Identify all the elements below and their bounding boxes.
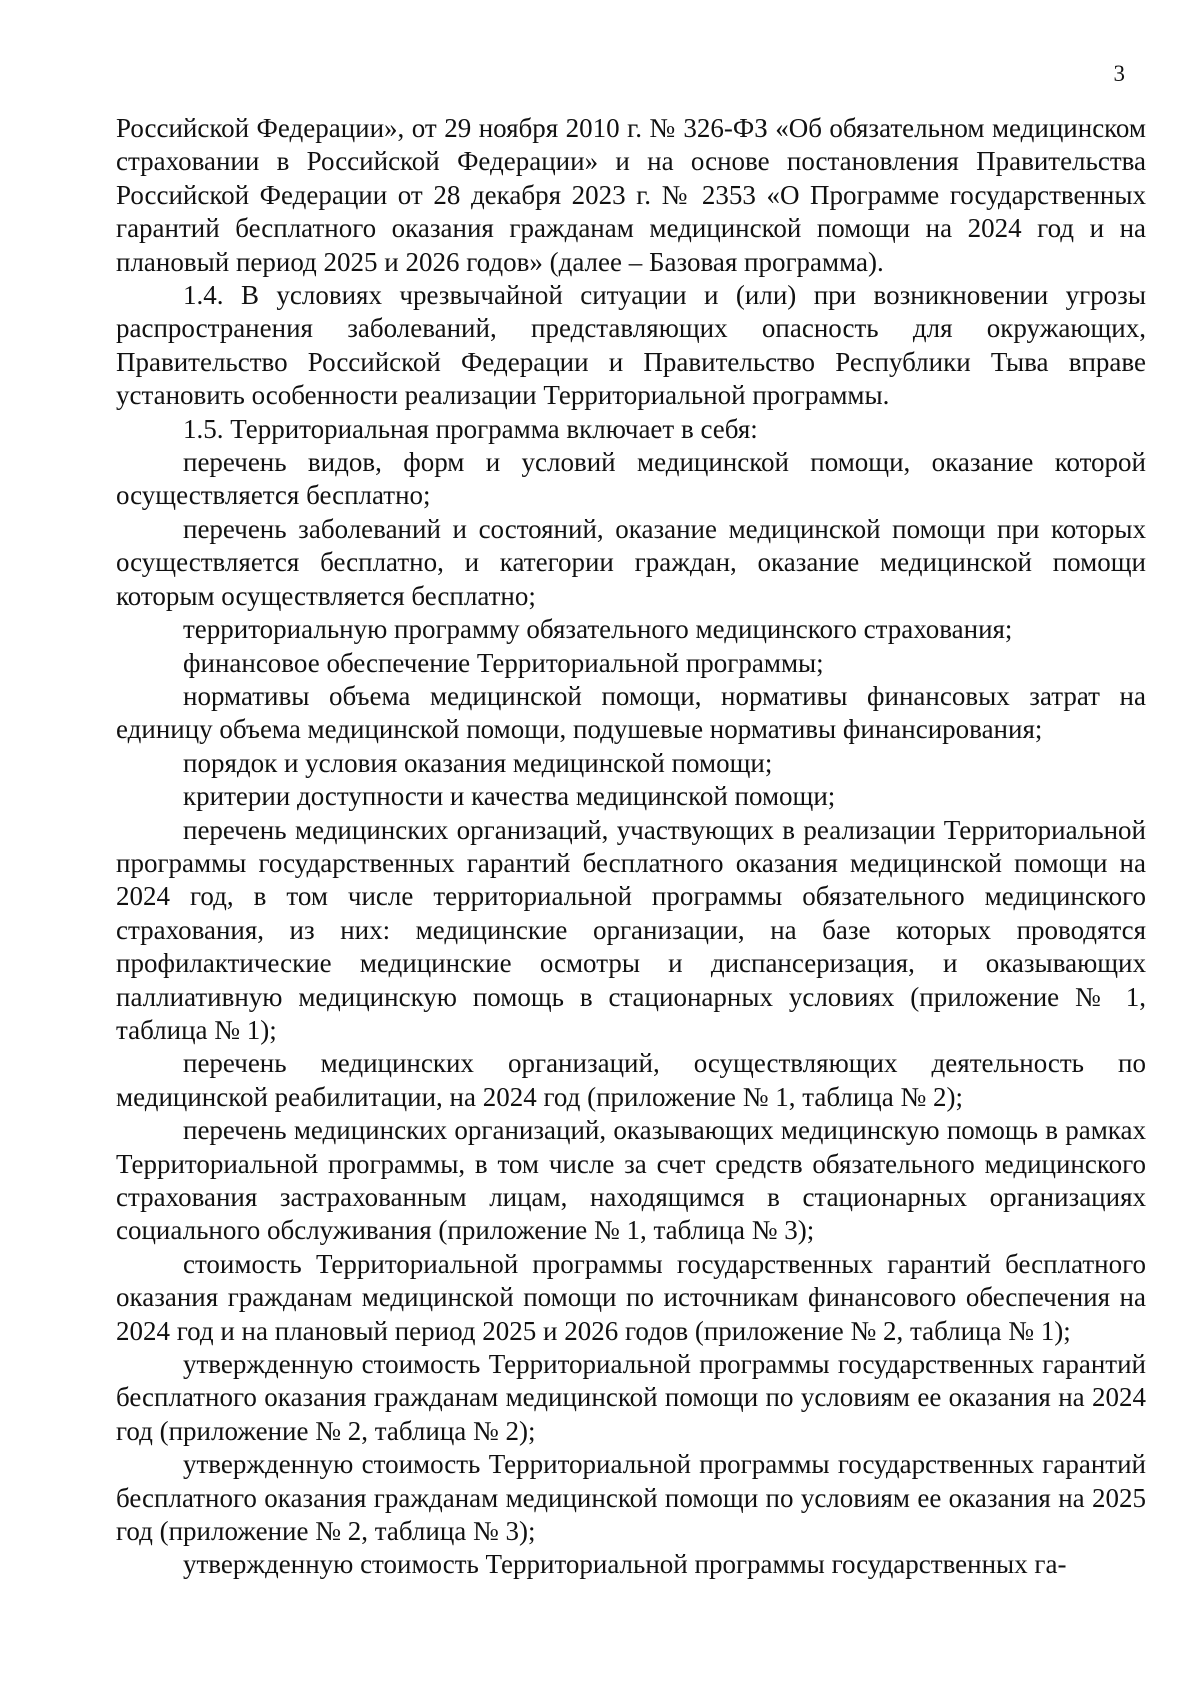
list-item: перечень заболеваний и состояний, оказание медицинской помощи при которых осуществляется бесплатно, и категории граждан, оказание медицинской помощи которым осуществляется бесплатно; bbox=[116, 513, 1146, 611]
list-item: утвержденную стоимость Территориальной программы государственных гарантий бесплатного оказания гражданам медицинской помощи по условиям ее оказания на 2025 год (приложение № 2, таблица № 3); bbox=[116, 1449, 1146, 1547]
list-item: территориальную программу обязательного медицинского страхования; bbox=[183, 614, 1013, 645]
list-item-truncated: утвержденную стоимость Территориальной программы государственных га- bbox=[183, 1549, 1067, 1580]
list-item: перечень видов, форм и условий медицинской помощи, оказание которой осуществляется бесплатно; bbox=[116, 447, 1146, 511]
list-item: нормативы объема медицинской помощи, нормативы финансовых затрат на единицу объема медицинской помощи, подушевые нормативы финансирования; bbox=[116, 680, 1146, 745]
list-item: критерии доступности и качества медицинской помощи; bbox=[183, 781, 836, 812]
list-item: перечень медицинских организаций, оказывающих медицинскую помощь в рамках Территориальной программы, в том числе за счет средств обязательного медицинского страхования застрахованным лицам, находящимся в стационарных организациях социального обслуживания (приложение № 1, таблица № 3); bbox=[116, 1115, 1146, 1246]
document-body bbox=[116, 112, 1146, 1582]
paragraph-intro-continuation: Российской Федерации», от 29 ноября 2010 г. № 326-ФЗ «Об обязательном медицинском страховании в Российской Федерации» и на основе постановления Правительства Российской Федерации от 28 декабря 2023 г. № 2353 «О Программе государственных гарантий бесплатного оказания гражданам медицинской помощи на 2024 год и на плановый период 2025 и 2026 годов» (далее – Базовая программа). bbox=[116, 113, 1146, 277]
list-item: порядок и условия оказания медицинской помощи; bbox=[183, 747, 773, 778]
paragraph-1-4: 1.4. В условиях чрезвычайной ситуации и (или) при возникновении угрозы распространения заболеваний, представляющих опасность для окружающих, Правительство Российской Федерации и Правительство Республики Тыва вправе установить особенности реализации Территориальной программы. bbox=[116, 280, 1146, 411]
paragraph-1-5: 1.5. Территориальная программа включает в себя: bbox=[183, 413, 758, 444]
list-item: стоимость Территориальной программы государственных гарантий бесплатного оказания гражданам медицинской помощи по источникам финансового обеспечения на 2024 год и на плановый период 2025 и 2026 годов (приложение № 2, таблица № 1); bbox=[116, 1248, 1146, 1346]
list-item: утвержденную стоимость Территориальной программы государственных гарантий бесплатного оказания гражданам медицинской помощи по условиям ее оказания на 2024 год (приложение № 2, таблица № 2); bbox=[116, 1349, 1146, 1446]
list-item: перечень медицинских организаций, осуществляющих деятельность по медицинской реабилитации, на 2024 год (приложение № 1, таблица № 2); bbox=[116, 1048, 1146, 1112]
page-number: 3 bbox=[1113, 61, 1125, 86]
list-item: перечень медицинских организаций, участвующих в реализации Территориальной программы государственных гарантий бесплатного оказания медицинской помощи на 2024 год, в том числе территориальной программы обязательного медицинского страхования, из них: медицинские организации, на базе которых проводятся профилактические медицинские осмотры и диспансеризация, и оказывающих паллиативную медицинскую помощь в стационарных условиях (приложение № 1, таблица № 1); bbox=[116, 814, 1146, 1045]
list-item: финансовое обеспечение Территориальной программы; bbox=[183, 647, 824, 678]
